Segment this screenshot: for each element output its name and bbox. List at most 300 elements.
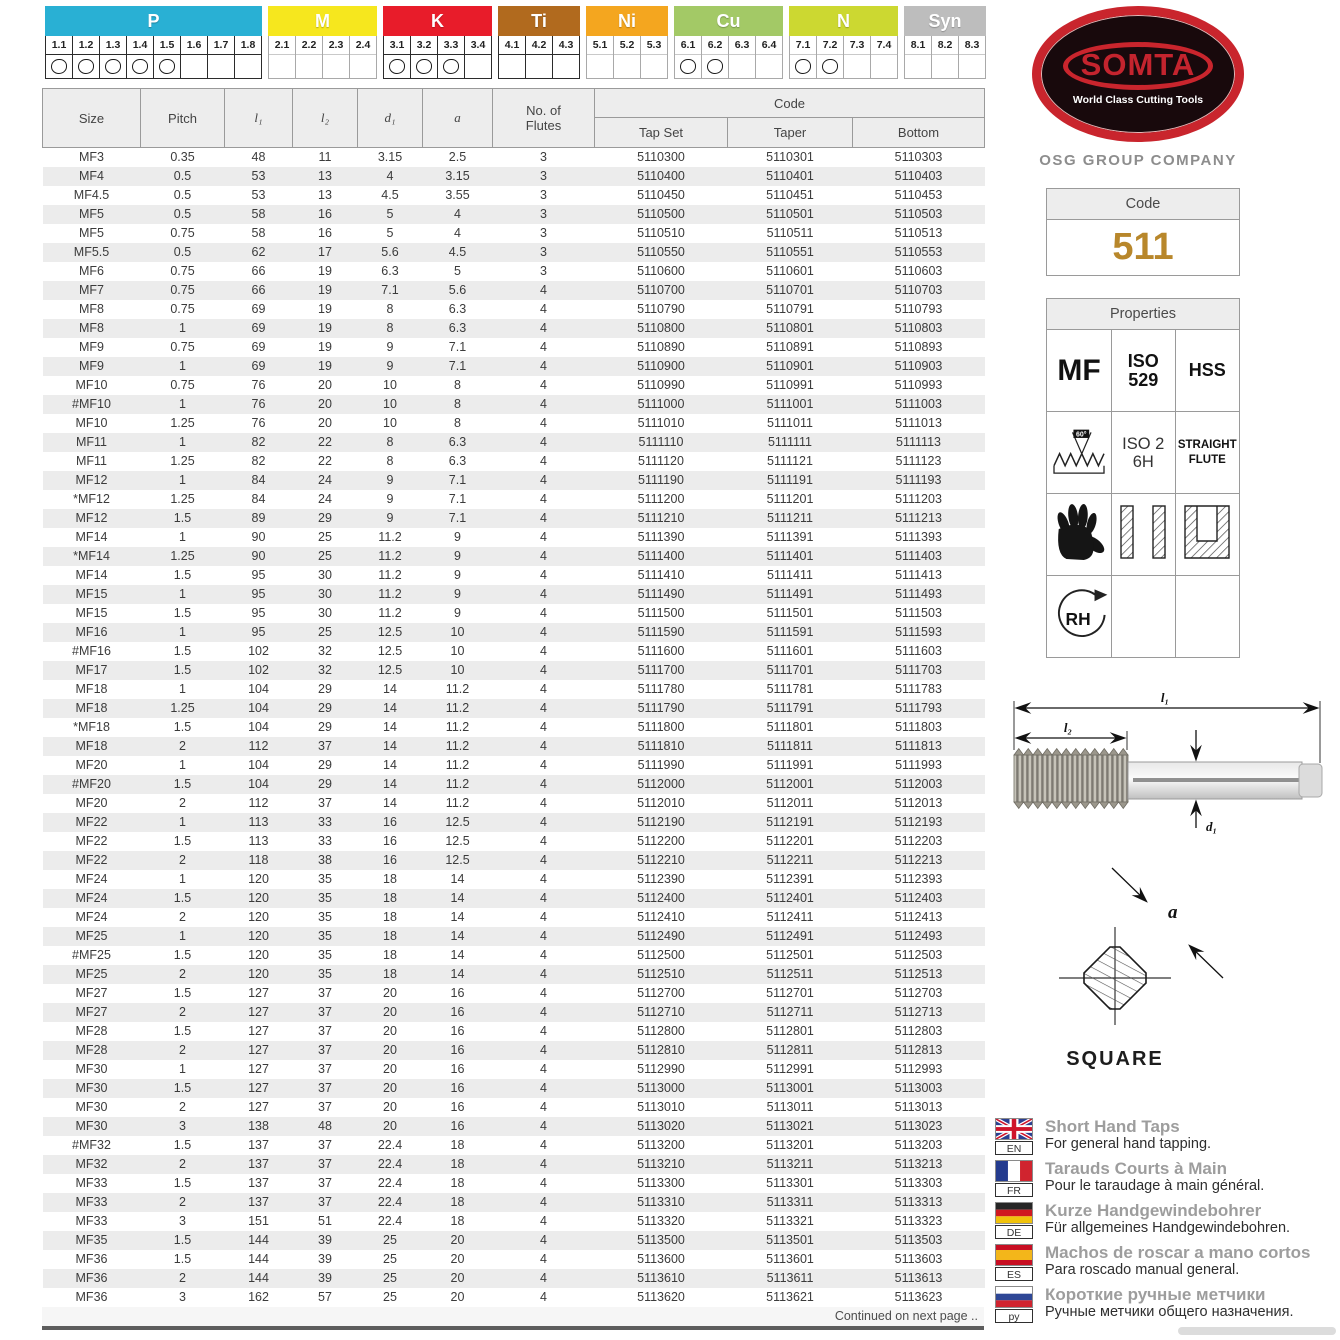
cell-bottom: 5112513	[894, 967, 943, 981]
cell-taper: 5112001	[766, 777, 814, 791]
cell-d1: 8	[386, 302, 394, 316]
cell-tap-set: 5112990	[637, 1062, 685, 1076]
cell-pitch: 2	[179, 1195, 186, 1209]
cell-tap-set: 5111120	[638, 454, 684, 468]
cell-taper: 5111001	[766, 397, 814, 411]
cell-pitch: 0.75	[170, 302, 195, 316]
cell-l1: 102	[248, 663, 269, 677]
cell-a: 18	[450, 1176, 465, 1190]
cell-size: MF8	[79, 321, 104, 335]
cell-tap-set: 5111600	[637, 644, 685, 658]
cell-bottom: 5112813	[894, 1043, 943, 1057]
cell-l2: 19	[318, 283, 332, 297]
cell-tap-set: 5112390	[637, 872, 685, 886]
cell-d1: 11.2	[378, 587, 402, 601]
cell-a: 11.2	[445, 739, 470, 753]
cell-pitch: 0.75	[170, 264, 195, 278]
cell-tap-set: 5112010	[637, 796, 685, 810]
material-group-m	[268, 6, 377, 79]
cell-bottom: 5111813	[895, 739, 942, 753]
cell-a: 20	[450, 1252, 465, 1266]
tap-dimension-diagram	[1000, 688, 1335, 863]
cell-l1: 120	[248, 929, 269, 943]
cell-l1: 112	[248, 739, 269, 753]
marked-circle-icon	[78, 59, 94, 74]
cell-pitch: 2	[179, 967, 186, 981]
cell-d1: 9	[386, 359, 394, 373]
cell-taper: 5111191	[767, 473, 813, 487]
cell-l2: 22	[318, 454, 332, 468]
cell-pitch: 1	[179, 758, 186, 772]
material-cell-id: 1.4	[132, 39, 148, 51]
material-cell-mark-area	[614, 54, 640, 78]
material-cell-mark-area	[844, 54, 870, 78]
cell-l2: 16	[318, 226, 332, 240]
cell-tap-set: 5111210	[637, 511, 685, 525]
material-group-label: Syn	[904, 6, 986, 36]
cell-flutes: 4	[540, 777, 547, 791]
cell-l2: 33	[318, 834, 332, 848]
cell-l2: 37	[318, 739, 332, 753]
cell-l1: 53	[251, 169, 266, 183]
cell-l2: 32	[318, 644, 332, 658]
cell-taper: 5111411	[767, 568, 813, 582]
uk-flag-icon	[995, 1118, 1035, 1140]
cell-l2: 19	[318, 302, 332, 316]
cell-bottom: 5110993	[894, 378, 943, 392]
cell-d1: 4	[386, 169, 394, 183]
cell-l2: 25	[318, 625, 332, 639]
table-row	[43, 300, 985, 319]
material-cell-id: 1.7	[213, 39, 229, 51]
cell-taper: 5111791	[766, 701, 814, 715]
cell-a: 10	[450, 663, 465, 677]
cell-pitch: 0.5	[173, 188, 192, 202]
cell-size: MF24	[75, 910, 108, 924]
cell-size: MF15	[75, 606, 108, 620]
cell-l1: 113	[248, 834, 269, 848]
cell-d1: 9	[386, 511, 394, 525]
material-cell-mark-area	[350, 54, 376, 78]
cell-l1: 69	[251, 302, 266, 316]
square-section-diagram	[1015, 865, 1245, 1077]
material-cell	[296, 36, 323, 78]
cell-d1: 11.2	[378, 530, 402, 544]
cell-d1: 16	[383, 853, 397, 867]
cell-d1: 16	[383, 834, 397, 848]
cell-l2: 37	[318, 1043, 332, 1057]
language-description: Pour le taraudage à main général.	[1045, 1178, 1265, 1194]
cell-taper: 5112701	[766, 986, 814, 1000]
material-cell	[959, 36, 985, 78]
language-item-ru	[995, 1286, 1340, 1323]
cell-taper: 5113301	[766, 1176, 814, 1190]
cell-tap-set: 5113310	[637, 1195, 685, 1209]
cell-l2: 37	[318, 1024, 332, 1038]
cell-flutes: 4	[540, 283, 547, 297]
cell-a: 12.5	[445, 834, 470, 848]
cell-tap-set: 5113300	[637, 1176, 685, 1190]
cell-l1: 90	[251, 530, 266, 544]
table-row	[43, 889, 985, 908]
prop-cell-hand-glove-icon	[1047, 494, 1112, 576]
cell-flutes: 4	[540, 397, 547, 411]
cell-d1: 11.2	[378, 606, 402, 620]
cell-size: MF22	[75, 815, 108, 829]
cell-a: 10	[450, 625, 465, 639]
cell-bottom: 5111203	[895, 492, 942, 506]
table-row	[43, 566, 985, 585]
cell-a: 6.3	[448, 302, 467, 316]
cell-bottom: 5111793	[895, 701, 942, 715]
cell-l1: 76	[251, 378, 266, 392]
cell-a: 18	[450, 1157, 465, 1171]
cell-tap-set: 5113000	[637, 1081, 685, 1095]
cell-l1: 120	[248, 872, 269, 886]
col-header-pitch: Pitch	[141, 89, 225, 148]
language-text	[1045, 1202, 1290, 1239]
cell-l2: 35	[318, 929, 332, 943]
cell-bottom: 5111213	[895, 511, 942, 525]
cell-flutes: 4	[540, 948, 547, 962]
prop-cell	[1112, 412, 1176, 494]
cell-size: MF36	[75, 1290, 108, 1304]
language-code: ES	[995, 1267, 1033, 1281]
cell-size: #MF32	[72, 1138, 111, 1152]
table-row	[43, 186, 985, 205]
cell-flutes: 4	[540, 454, 547, 468]
cell-bottom: 5111413	[895, 568, 942, 582]
language-title: Короткие ручные метчики	[1045, 1285, 1266, 1304]
cell-a: 8	[454, 378, 461, 392]
cell-tap-set: 5112800	[637, 1024, 685, 1038]
cell-pitch: 1	[179, 587, 186, 601]
cell-size: MF17	[75, 663, 108, 677]
cell-l2: 37	[318, 1062, 332, 1076]
material-cell-id: 2.1	[274, 39, 290, 51]
cell-taper: 5111201	[766, 492, 814, 506]
table-row	[43, 1250, 985, 1269]
cell-bottom: 5112203	[894, 834, 943, 848]
material-cell	[675, 36, 702, 78]
material-cell-id: 2.4	[355, 39, 371, 51]
cell-l2: 37	[318, 1138, 332, 1152]
cell-l2: 57	[318, 1290, 332, 1304]
cell-d1: 20	[383, 1100, 397, 1114]
material-cell-mark-area	[790, 54, 816, 78]
property-text: MF	[1057, 353, 1101, 387]
col-header-l1: l₁	[225, 89, 293, 148]
cell-l2: 16	[318, 207, 332, 221]
cell-bottom: 5113213	[894, 1157, 943, 1171]
table-row	[43, 395, 985, 414]
table-row	[43, 490, 985, 509]
material-cell-mark-area	[817, 54, 843, 78]
cell-pitch: 3	[179, 1119, 186, 1133]
cell-flutes: 4	[540, 739, 547, 753]
table-row	[43, 851, 985, 870]
cell-l2: 22	[318, 435, 332, 449]
cell-l1: 104	[248, 758, 269, 772]
material-cell-mark-area	[905, 54, 931, 78]
material-group-label: Ni	[586, 6, 668, 36]
material-group-cells	[674, 36, 783, 79]
cell-a: 4	[454, 226, 461, 240]
cell-d1: 20	[383, 1024, 397, 1038]
cell-tap-set: 5112210	[637, 853, 685, 867]
cell-taper: 5111811	[767, 739, 813, 753]
cell-tap-set: 5110990	[637, 378, 685, 392]
cell-pitch: 1	[179, 929, 186, 943]
cell-bottom: 5111503	[895, 606, 942, 620]
cell-size: MF18	[75, 701, 108, 715]
cell-flutes: 3	[540, 207, 547, 221]
table-row	[43, 832, 985, 851]
cell-bottom: 5113303	[894, 1176, 943, 1190]
cell-d1: 12.5	[377, 663, 403, 677]
table-row	[43, 775, 985, 794]
cell-flutes: 3	[540, 188, 547, 202]
table-row	[43, 357, 985, 376]
cell-taper: 5111111	[767, 435, 813, 449]
cell-tap-set: 5112200	[637, 834, 685, 848]
table-row	[43, 718, 985, 737]
cell-size: MF33	[75, 1176, 108, 1190]
material-group-cells	[789, 36, 898, 79]
col-header-d1: d₁	[358, 89, 423, 148]
cell-d1: 18	[383, 872, 397, 886]
cell-size: MF11	[75, 454, 108, 468]
cell-d1: 14	[383, 720, 397, 734]
cell-taper: 5111701	[766, 663, 814, 677]
cell-flutes: 4	[540, 302, 547, 316]
cell-tap-set: 5112400	[637, 891, 685, 905]
cell-bottom: 5112493	[894, 929, 943, 943]
cell-a: 7.1	[448, 340, 467, 354]
cell-l1: 137	[248, 1176, 269, 1190]
cell-tap-set: 5110900	[637, 359, 685, 373]
cell-l2: 39	[318, 1252, 332, 1266]
cell-size: MF7	[79, 283, 104, 297]
language-code: EN	[995, 1141, 1033, 1155]
cell-flutes: 4	[540, 1271, 547, 1285]
cell-tap-set: 5111190	[638, 473, 684, 487]
cell-tap-set: 5112190	[637, 815, 685, 829]
cell-d1: 22.4	[377, 1157, 403, 1171]
marked-circle-icon	[795, 59, 811, 74]
cell-size: MF4	[79, 169, 104, 183]
cell-pitch: 1.5	[173, 1176, 192, 1190]
cell-taper: 5110301	[766, 150, 814, 164]
cell-l2: 37	[318, 796, 332, 810]
material-cell-id: 5.1	[592, 39, 608, 51]
material-cell	[702, 36, 729, 78]
cell-l2: 20	[318, 397, 332, 411]
cell-d1: 25	[383, 1271, 397, 1285]
material-cell	[208, 36, 235, 78]
cell-l1: 127	[248, 1024, 269, 1038]
language-code: ру	[995, 1309, 1033, 1323]
col-header-a: a	[423, 89, 493, 148]
cell-l2: 37	[318, 1100, 332, 1114]
table-row	[43, 509, 985, 528]
material-cell-id: 3.1	[389, 39, 405, 51]
cell-tap-set: 5113500	[637, 1233, 685, 1247]
cell-bottom: 5111113	[896, 435, 941, 449]
cell-flutes: 4	[540, 530, 547, 544]
language-text	[1045, 1286, 1294, 1323]
material-cell-mark-area	[127, 54, 153, 78]
cell-bottom: 5110903	[894, 359, 943, 373]
cell-pitch: 1.5	[173, 1252, 192, 1266]
cell-tap-set: 5112810	[637, 1043, 685, 1057]
cell-d1: 3.15	[377, 150, 403, 164]
cell-taper: 5112211	[766, 853, 814, 867]
material-cell-mark-area	[553, 54, 579, 78]
cell-taper: 5111801	[766, 720, 814, 734]
cell-a: 7.1	[448, 473, 467, 487]
cell-flutes: 4	[540, 663, 547, 677]
osg-group-line: OSG GROUP COMPANY	[1039, 152, 1237, 169]
cell-flutes: 4	[540, 986, 547, 1000]
cell-size: MF5.5	[73, 245, 110, 259]
material-cell-mark-area	[587, 54, 613, 78]
cell-l1: 53	[251, 188, 266, 202]
cell-pitch: 1.5	[173, 1138, 192, 1152]
cell-size: MF24	[75, 891, 108, 905]
cell-d1: 9	[386, 473, 394, 487]
material-cell-mark-area	[729, 54, 755, 78]
blind-hole-icon	[1184, 505, 1230, 564]
cell-tap-set: 5113020	[637, 1119, 685, 1133]
material-cell-id: 1.5	[159, 39, 175, 51]
cell-a: 9	[454, 587, 461, 601]
cell-tap-set: 5110890	[637, 340, 685, 354]
cell-tap-set: 5111810	[637, 739, 685, 753]
cell-size: MF12	[75, 511, 108, 525]
cell-flutes: 4	[540, 1119, 547, 1133]
cell-l1: 66	[251, 264, 266, 278]
cell-size: MF10	[75, 416, 108, 430]
material-cell	[756, 36, 782, 78]
cell-a: 16	[450, 1081, 465, 1095]
cell-l2: 24	[318, 492, 332, 506]
cell-size: MF30	[75, 1119, 108, 1133]
cell-d1: 5.6	[381, 245, 399, 259]
cell-l1: 104	[248, 777, 269, 791]
table-row	[43, 1269, 985, 1288]
col-header-code-group: Code	[595, 89, 985, 118]
cell-bottom: 5112013	[894, 796, 943, 810]
cell-size: MF33	[75, 1195, 108, 1209]
cell-bottom: 5112993	[894, 1062, 943, 1076]
cell-taper: 5112501	[766, 948, 814, 962]
cell-size: MF9	[79, 359, 104, 373]
cell-tap-set: 5110510	[637, 226, 685, 240]
cell-flutes: 4	[540, 967, 547, 981]
cell-a: 14	[450, 872, 465, 886]
language-title: Kurze Handgewindebohrer	[1045, 1201, 1262, 1220]
cell-flutes: 4	[540, 416, 547, 430]
material-cell-id: 8.1	[910, 39, 926, 51]
cell-l2: 35	[318, 948, 332, 962]
language-text	[1045, 1244, 1310, 1281]
cell-a: 18	[450, 1214, 465, 1228]
cell-l2: 29	[318, 511, 332, 525]
cell-flutes: 4	[540, 1100, 547, 1114]
cell-l2: 17	[318, 245, 332, 259]
cell-size: MF18	[75, 682, 108, 696]
cell-pitch: 2	[179, 739, 186, 753]
col-header-bottom: Bottom	[853, 118, 985, 148]
cell-a: 9	[454, 549, 461, 563]
material-cell	[526, 36, 553, 78]
marked-circle-icon	[822, 59, 838, 74]
cell-d1: 22.4	[377, 1214, 403, 1228]
cell-l1: 95	[251, 568, 266, 582]
cell-size: MF14	[75, 568, 108, 582]
cell-a: 4	[454, 207, 461, 221]
marked-circle-icon	[105, 59, 121, 74]
cell-bottom: 5110603	[894, 264, 943, 278]
cell-d1: 7.1	[381, 283, 399, 297]
cell-tap-set: 5112000	[637, 777, 685, 791]
property-text: FLUTE	[1188, 453, 1226, 466]
cell-l1: 66	[251, 283, 266, 297]
cell-d1: 14	[383, 682, 397, 696]
somta-logo-ring	[1063, 42, 1214, 90]
cell-a: 20	[450, 1290, 465, 1304]
cell-flutes: 4	[540, 378, 547, 392]
marked-circle-icon	[51, 59, 67, 74]
cell-pitch: 0.75	[170, 283, 195, 297]
cell-taper: 5110511	[766, 226, 814, 240]
cell-l2: 13	[318, 169, 332, 183]
cell-d1: 8	[386, 321, 394, 335]
cell-flutes: 4	[540, 701, 547, 715]
material-cell-id: 3.3	[443, 39, 459, 51]
code-box-header: Code	[1046, 188, 1240, 220]
cell-taper: 5113311	[766, 1195, 814, 1209]
cell-a: 10	[450, 644, 465, 658]
table-row	[43, 1288, 985, 1307]
cell-taper: 5110791	[766, 302, 814, 316]
cell-pitch: 2	[179, 1157, 186, 1171]
cell-d1: 5	[386, 226, 394, 240]
cell-pitch: 1.5	[173, 948, 192, 962]
cell-pitch: 1.5	[173, 606, 192, 620]
cell-tap-set: 5111990	[637, 758, 685, 772]
cell-tap-set: 5111110	[638, 435, 684, 449]
cell-taper: 5110991	[766, 378, 814, 392]
cell-a: 9	[454, 530, 461, 544]
cell-taper: 5110801	[766, 321, 814, 335]
material-cell-mark-area	[235, 54, 261, 78]
cell-pitch: 1.5	[173, 1024, 192, 1038]
cell-taper: 5111121	[767, 454, 813, 468]
cell-pitch: 1.5	[173, 663, 192, 677]
cell-l1: 89	[251, 511, 266, 525]
material-cell-id: 7.3	[849, 39, 865, 51]
cell-taper: 5110501	[766, 207, 814, 221]
cell-l2: 37	[318, 986, 332, 1000]
cell-taper: 5110701	[766, 283, 814, 297]
cell-flutes: 4	[540, 853, 547, 867]
cell-bottom: 5110553	[894, 245, 943, 259]
cell-l2: 51	[318, 1214, 332, 1228]
cell-d1: 22.4	[377, 1138, 403, 1152]
cell-tap-set: 5111010	[637, 416, 685, 430]
